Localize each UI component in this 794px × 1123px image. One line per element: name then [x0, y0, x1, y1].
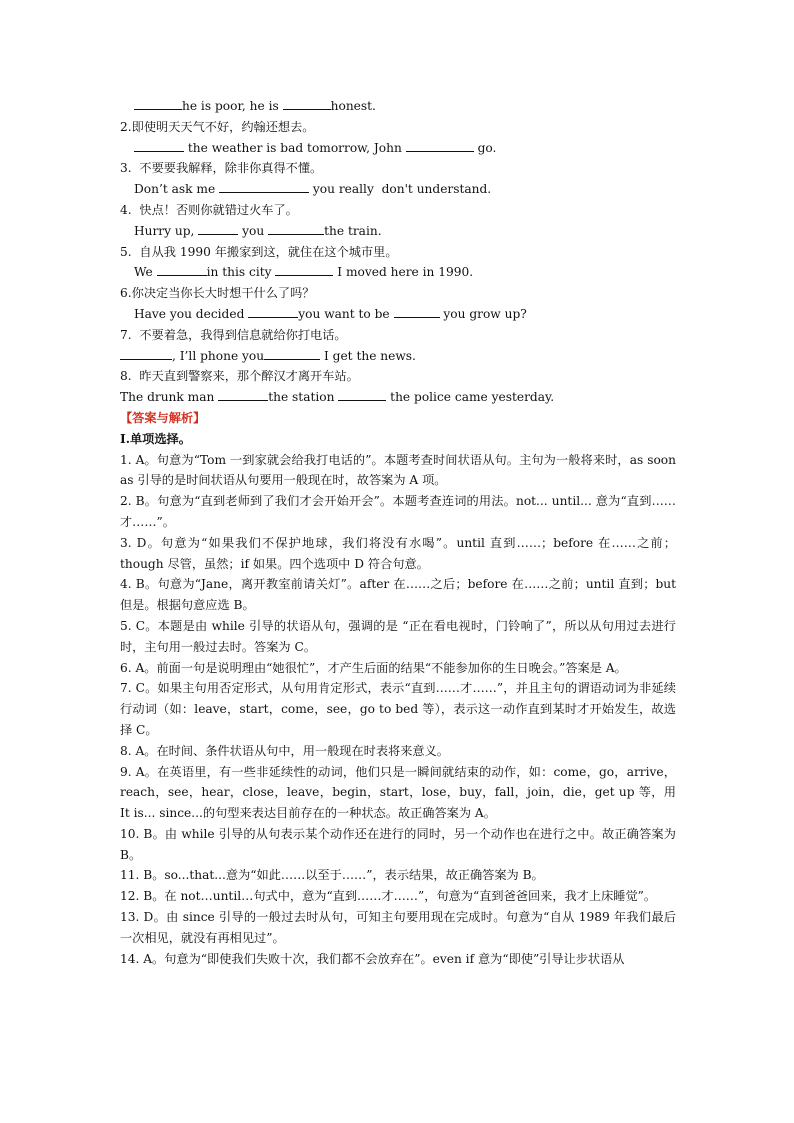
answer-blank[interactable]	[157, 265, 207, 276]
sentence-fragment: , I’ll phone you	[172, 348, 265, 363]
answer-blank[interactable]	[134, 99, 182, 110]
exercise-sentence-en	[120, 221, 676, 242]
answer-explanation: 14. A。句意为“即使我们失败十次，我们都不会放弃在”。even if 意为“即使”引导让步状语从	[120, 951, 625, 966]
sentence-fragment: We	[134, 265, 157, 280]
sentence-fragment: I get the news.	[320, 348, 416, 363]
sentence-fragment: I moved here in 1990.	[333, 265, 474, 280]
sentence-fragment: Hurry up,	[134, 223, 199, 238]
exercise-sentence-en	[120, 138, 676, 159]
exercise-sentence-en	[120, 346, 676, 367]
answer-blank[interactable]	[283, 99, 331, 110]
section-title: I.单项选择。	[120, 431, 191, 446]
exercise-sentence-en	[120, 262, 676, 283]
answer-blank[interactable]	[394, 307, 440, 318]
sentence-fragment: he is poor, he is	[182, 99, 283, 113]
translation-exercise	[120, 96, 676, 408]
answer-explanation: 8. A。在时间、条件状语从句中，用一般现在时表将来意义。	[120, 743, 449, 758]
sentence-fragment: you want to be	[298, 306, 394, 321]
sentence-fragment: honest.	[330, 99, 376, 113]
sentence-fragment: the train.	[324, 223, 382, 238]
answer-explanation: 6. A。前面一句是说明理由“她很忙”，才产生后面的结果“不能参加你的生日晚会。”答案是 A。	[120, 660, 627, 675]
sentence-fragment: Don’t ask me	[134, 182, 220, 197]
sentence-fragment: in this city	[206, 265, 276, 280]
answer-explanation: 9. A。在英语里，有一些非延续性的动词，他们只是一瞬间就结束的动作，如：come，go，arrive，reach，see，hear，close，leave，begin，start，lose，buy，fall，join，die，get up 等，用 It is... since...的句型来表达目前存在的一种状态。故正确答案为 A。	[120, 764, 676, 821]
answer-explanation: 7. C。如果主句用否定形式，从句用肯定形式，表示“直到……才……”，并且主句的谓语动词为非延续行动词（如：leave，start，come，see，go to bed 等），表示这一动作直到某时才开始发生，故选择 C。	[120, 681, 676, 737]
answer-blank[interactable]	[120, 349, 172, 360]
sentence-fragment: go.	[473, 140, 497, 155]
exercise-sentence-en	[120, 96, 676, 117]
answer-explanation: 5. C。本题是由 while 引导的状语从句，强调的是 “正在看电视时，门铃响了”，所以从句用过去进行时，主句用一般过去时。答案为 C。	[120, 618, 676, 654]
sentence-fragment: the station	[268, 390, 339, 405]
answer-explanation: 1. A。句意为“Tom 一到家就会给我打电话的”。本题考查时间状语从句。主句为一般将来时，as soon as 引导的是时间状语从句要用一般现在时，故答案为 A 项。	[120, 452, 676, 488]
exercise-prompt-cn: 3. 不要要我解释，除非你真得不懂。	[120, 161, 323, 176]
answer-blank[interactable]	[406, 141, 474, 152]
answer-blank[interactable]	[218, 390, 268, 401]
answer-blank[interactable]	[275, 265, 333, 276]
answer-blank[interactable]	[268, 224, 324, 235]
answer-blank[interactable]	[219, 182, 309, 193]
answer-explanation: 10. B。由 while 引导的从句表示某个动作还在进行的同时，另一个动作也在进行之中。故正确答案为 B。	[120, 826, 676, 862]
answer-explanation: 2. B。句意为“直到老师到了我们才会开始开会”。本题考查连词的用法。not... until... 意为“直到……才……”。	[120, 494, 676, 529]
answer-blank[interactable]	[338, 390, 386, 401]
exercise-prompt-cn: 6.你决定当你长大时想干什么了吗？	[120, 286, 315, 301]
answer-blank[interactable]	[198, 224, 238, 235]
sentence-fragment: The drunk man	[120, 390, 219, 405]
sentence-fragment: the police came yesterday.	[386, 390, 555, 405]
exercise-prompt-cn: 4. 快点！否则你就错过火车了。	[120, 202, 298, 217]
exercise-prompt-cn: 5. 自从我 1990 年搬家到这，就住在这个城市里。	[120, 244, 398, 259]
answer-explanation: 13. D。由 since 引导的一般过去时从句，可知主句要用现在完成时。句意为“自从 1989 年我们最后一次相见，就没有再相见过”。	[120, 910, 676, 945]
answer-explanation: 3. D。句意为“如果我们不保护地球，我们将没有水喝”。until 直到……；before 在……之前；though 尽管，虽然；if 如果。四个选项中 D 符合句意。	[120, 535, 676, 571]
exercise-prompt-cn: 8. 昨天直到警察来，那个醉汉才离开车站。	[120, 369, 359, 384]
answer-explanation: 11. B。so...that...意为“如此……以至于……”，表示结果，故正确答案为 B。	[120, 868, 544, 883]
exercise-prompt-cn: 7. 不要着急，我得到信息就给你打电话。	[120, 327, 347, 342]
exercise-sentence-en	[120, 179, 676, 200]
answer-explanation: 4. B。句意为“Jane，离开教室前请关灯”。after 在……之后；before 在……之前；until 直到；but 但是。根据句意应选 B。	[120, 577, 676, 613]
sentence-fragment: Have you decided	[134, 306, 249, 321]
document-page	[120, 96, 676, 969]
answer-blank[interactable]	[264, 349, 320, 360]
answer-explanation: 12. B。在 not…until…句式中，意为“直到……才……”，句意为“直到爸爸回来，我才上床睡觉”。	[120, 889, 657, 904]
exercise-sentence-en	[120, 304, 676, 325]
answers-heading: 【答案与解析】	[120, 410, 206, 425]
exercise-sentence-en	[120, 387, 676, 408]
sentence-fragment: you	[238, 223, 269, 238]
sentence-fragment: the weather is bad tomorrow, John	[184, 140, 406, 155]
sentence-fragment: you grow up?	[439, 306, 527, 321]
exercise-prompt-cn: 2.即使明天天气不好，约翰还想去。	[120, 119, 315, 134]
answer-blank[interactable]	[134, 141, 184, 152]
answer-list	[120, 450, 676, 970]
answer-blank[interactable]	[248, 307, 298, 318]
sentence-fragment: you really don't understand.	[309, 182, 492, 197]
